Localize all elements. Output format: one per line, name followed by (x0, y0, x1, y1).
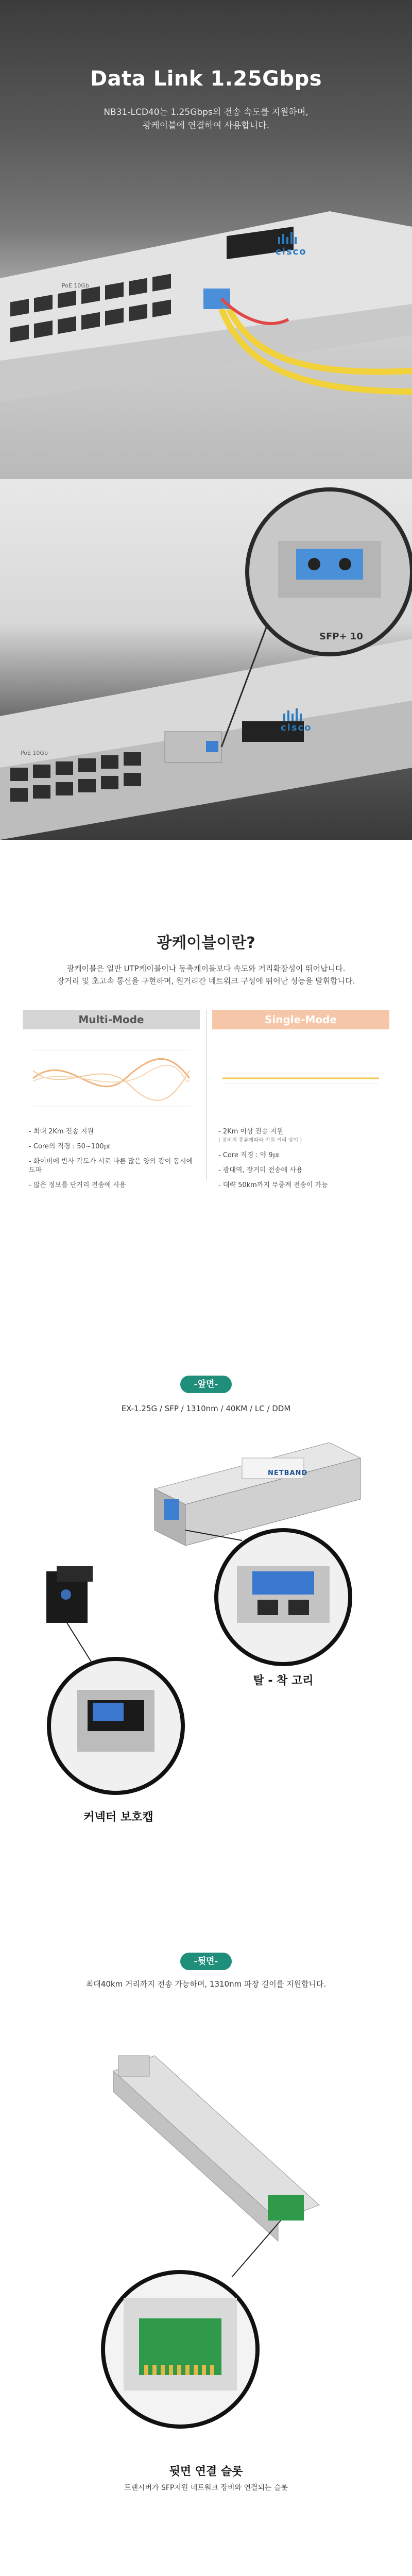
port-label: PoE 10Gb (62, 282, 89, 289)
single-mode-column (212, 1010, 389, 1189)
multi-mode-wave (23, 1029, 200, 1127)
front-spec: EX-1.25G / SFP / 1310nm / 40KM / LC / DDM (121, 1404, 291, 1413)
single-mode-wave (212, 1029, 389, 1127)
front-section (0, 1195, 412, 1906)
front-pill: -앞면- (180, 1376, 232, 1393)
list-item: - Core의 직경 : 50~100㎛ (29, 1143, 111, 1150)
back-pill: -뒷면- (180, 1953, 232, 1970)
mode-divider (206, 1010, 207, 1180)
module-brand: NETBAND (268, 1469, 308, 1477)
mode-comparison (23, 1010, 389, 1189)
multi-mode-header: Multi-Mode (23, 1010, 200, 1029)
hero-subtitle-line-2: 광케이블에 연결하여 사용합니다. (142, 121, 270, 131)
back-section (0, 1906, 412, 2576)
back-slot-caption: 뒷면 연결 슬롯 (169, 2465, 243, 2478)
list-item: - 많은 정보를 단거리 전송에 사용 (29, 1181, 126, 1189)
fiber-desc-line-2: 장거리 및 초고속 통신을 구현하며, 원거리간 네트워크 구성에 뛰어난 성능을 발휘합니다. (57, 976, 355, 986)
cisco-logo: cisco (281, 722, 312, 733)
back-product-illustration (0, 2009, 412, 2473)
closeup-section (0, 479, 412, 840)
hero-subtitle-line-1: NB31-LCD40는 1.25Gbps의 전송 속도를 지원하며, (104, 107, 308, 117)
fiber-desc-line-1: 광케이블은 일반 UTP케이블이나 동축케이블보다 속도와 거리확장성이 뛰어납니다. (66, 964, 346, 973)
back-slot-caption-sub: 트랜시버가 SFP지원 네트워크 장비와 연결되는 슬롯 (124, 2484, 288, 2492)
list-item: - 화이버에 반사 각도가 서로 다른 많은 양의 광이 동시에 도파 (29, 1158, 193, 1174)
back-spec: 최대40km 거리까지 전송 가능하며, 1310nm 파장 길이를 지원합니다. (85, 1979, 327, 1989)
list-item: - 최대 2Km 전송 지원 (29, 1128, 94, 1136)
hero-subtitle (0, 106, 412, 132)
fiber-desc (0, 962, 412, 987)
fiber-title: 광케이블이란? (157, 934, 255, 952)
list-item (218, 1127, 389, 1145)
switch-closeup-photo (0, 479, 412, 840)
list-item: - Core 직경 : 약 9㎛ (218, 1151, 280, 1159)
sfp-badge: SFP+ 10 (319, 631, 363, 642)
port-label: PoE 10Gb (21, 750, 48, 756)
fiber-section (0, 840, 412, 1195)
latch-caption: 탈 - 착 고리 (253, 1674, 314, 1687)
multi-mode-column (23, 1010, 200, 1189)
single-mode-header: Single-Mode (212, 1010, 389, 1029)
page-title: Data Link 1.25Gbps (90, 67, 322, 91)
single-mode-note: ( 장비의 종류에따라 지원 거리 상이 ) (218, 1138, 302, 1143)
cisco-logo: cisco (276, 246, 307, 257)
list-item-text: - 2Km 이상 전송 지원 (218, 1128, 284, 1136)
list-item: - 대략 50km까지 무중계 전송이 가능 (218, 1181, 328, 1189)
list-item: - 광대역, 장거리 전송에 사용 (218, 1166, 303, 1174)
hero-section (0, 0, 412, 479)
dust-cap-caption: 커넥터 보호캡 (83, 1811, 153, 1824)
